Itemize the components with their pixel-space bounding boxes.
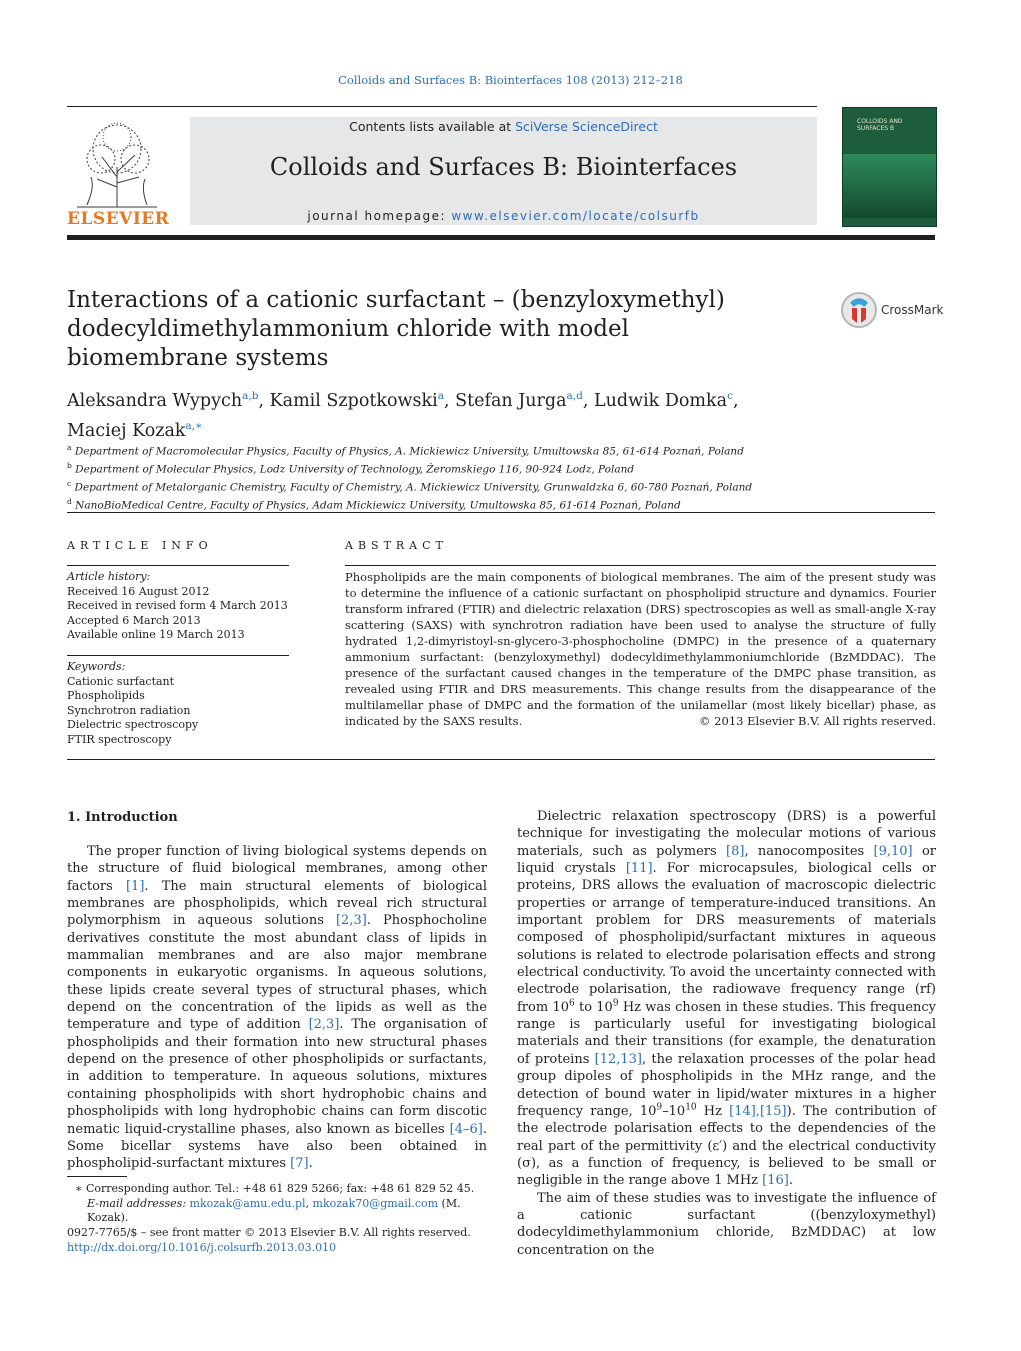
affiliations xyxy=(67,441,867,513)
author[interactable]: Aleksandra Wypych$^{a,b}$ xyxy=(67,390,259,411)
email-link[interactable]: mkozak70@gmail.com xyxy=(312,1196,439,1210)
crossmark-label: CrossMark xyxy=(881,303,944,317)
journal-title: Colloids and Surfaces B: Biointerfaces xyxy=(269,153,738,181)
affiliation: $^d$ NanoBioMedical Centre, Faculty of Physics, Adam Mickiewicz University, Umultowska 85, 61-614 Poznań, Poland xyxy=(67,497,681,512)
keyword: Phospholipids xyxy=(67,689,145,702)
citation-link[interactable]: [2,3] xyxy=(308,1017,340,1033)
author[interactable]: Ludwik Domka$^c$ xyxy=(594,390,733,411)
abstract-heading: ABSTRACT xyxy=(345,539,448,552)
cover-graphic xyxy=(843,154,936,218)
citation-link[interactable]: [16] xyxy=(762,1173,789,1189)
citation-link[interactable]: [7] xyxy=(290,1156,309,1172)
paragraph: The proper function of living biological systems depends on the structure of fluid biological membranes, among other factors [1]. The main structural elements of biological membranes are phospholipids, which reveal rich structural polymorphism in aqueous solutions [2,3]. Phosphocholine derivatives constitute the most abundant class of lipids in mammalian membranes and are also major membrane components in eukaryotic organisms. In aqueous solutions, these lipids create several types of structural phases, which depend on the concentration of the lipids as well as the temperature and type of addition [2,3]. The organisation of phospholipids and their formation into new structural phases depend on the presence of other phospholipids or surfactants, in addition to temperature. In aqueous solutions, mixtures containing phospholipids with short hydrophobic chains and phospholipids with long hydrophobic chains can form discotic nematic liquid-crystalline phases, also known as bicelles [4–6]. Some bicellar systems have also been obtained in phospholipid-surfactant mixtures [7]. xyxy=(67,844,487,1172)
journal-banner xyxy=(190,117,817,225)
abstract-text: Phospholipids are the main components of biological membranes. The aim of the present study was to determine the influence of a cationic surfactant on phospholipid structure and dynamics. Fourier transform infrared (FTIR) and dielectric relaxation (DRS) spectroscopies as well as small-angle X-ray scattering (SAXS) with synchrotron radiation have been used to analyse the structure of fully hydrated 1,2-dimyristoyl-sn-glycero-3-phosphocholine (DMPC) in the presence of a quaternary ammonium surfactant: (benzyloxymethyl) dodecyldimethylammoniumchloride (BzMDDAC). The presence of the surfactant caused changes in the temperature of the DMPC phase transition, as revealed using FTIR and DRS measurements. This change results from the disappearance of the multilamellar phase of DMPC and the formation of the unilamellar (most likely bicellar) phase, as indicated by the SAXS results. xyxy=(345,570,936,728)
sciencedirect-link[interactable]: SciVerse ScienceDirect xyxy=(515,119,658,134)
affiliation: $^c$ Department of Metalorganic Chemistry, Faculty of Chemistry, A. Mickiewicz University, Grunwaldzka 6, 60-780 Poznań, Poland xyxy=(67,479,753,494)
citation-link[interactable]: [12,13] xyxy=(594,1051,642,1067)
elsevier-wordmark: ELSEVIER xyxy=(67,209,170,229)
contents-line: Contents lists available at SciVerse ScienceDirect xyxy=(349,119,658,134)
keyword: FTIR spectroscopy xyxy=(67,732,172,746)
crossmark-icon xyxy=(840,291,878,329)
divider xyxy=(67,106,817,107)
affiliation: $^b$ Department of Molecular Physics, Lodz University of Technology, Żeromskiego 116, 90-924 Lodz, Poland xyxy=(67,461,635,476)
divider xyxy=(67,512,935,513)
header-rule xyxy=(67,235,935,240)
body-column-left xyxy=(67,843,487,1173)
front-matter xyxy=(67,1226,497,1255)
paragraph: The aim of these studies was to investigate the influence of a cationic surfactant ((benzyloxymethyl) dodecyldimethylammonium chloride, BzMDDAC) at low concentration on the xyxy=(517,1190,936,1258)
cover-title: COLLOIDS AND SURFACES B xyxy=(857,118,903,132)
keyword: Cationic surfactant xyxy=(67,674,175,688)
citation-link[interactable]: [14],[15] xyxy=(729,1103,787,1119)
history-item: Available online 19 March 2013 xyxy=(67,628,245,641)
issn-line: 0927-7765/$ – see front matter © 2013 Elsevier B.V. All rights reserved. xyxy=(67,1226,471,1239)
copyright: © 2013 Elsevier B.V. All rights reserved. xyxy=(699,714,936,728)
author[interactable]: Maciej Kozak$^{a,∗}$ xyxy=(67,419,203,441)
section-heading: 1. Introduction xyxy=(67,810,178,825)
citation-link[interactable]: [9,10] xyxy=(873,843,913,859)
footnote-rule xyxy=(67,1176,127,1177)
citation-link[interactable]: [1] xyxy=(125,878,145,894)
affiliation: $^a$ Department of Macromolecular Physics, Faculty of Physics, A. Mickiewicz University, Umultowska 85, 61-614 Poznań, Poland xyxy=(67,443,744,458)
article-title: Interactions of a cationic surfactant – (benzyloxymethyl) dodecyldimethylammonium chloride with model biomembrane systems xyxy=(67,287,725,371)
keyword: Synchrotron radiation xyxy=(67,703,191,717)
history-item: Received in revised form 4 March 2013 xyxy=(67,599,288,612)
history-item: Accepted 6 March 2013 xyxy=(67,613,201,627)
author[interactable]: Stefan Jurga$^{a,d}$ xyxy=(455,390,583,411)
paragraph: Dielectric relaxation spectroscopy (DRS) is a powerful technique for investigating the molecular motions of various materials, such as polymers [8], nanocomposites [9,10] or liquid crystals [11]. For microcapsules, biological cells or proteins, DRS allows the evaluation of macroscopic dielectric properties or arrange of temperature-induced transitions. An important problem for DRS measurements of materials composed of phospholipid/surfactant mixtures in aqueous solutions is related to electrode polarisation effects and strong electrical conductivity. To avoid the uncertainty connected with electrode polarisation, the radiowave frequency range (rf) from $10^6$ to $10^9$ Hz was chosen in these studies. This frequency range is particularly useful for investigating biological materials and their transitions (for example, the denaturation of proteins [12,13], the relaxation processes of the polar head group dipoles of phospholipids in the MHz range, and the detection of bound water in lipid/water mixtures in a higher frequency range, $10^9-10^{10}$ Hz [14],[15]). The contribution of the electrode polarisation effects to the dependencies of the real part of the permittivity (ε′) and the electrical conductivity (σ), as a function of frequency, is believed to be small or negligible in the range above 1 MHz [16]. xyxy=(517,809,937,1189)
divider xyxy=(67,759,935,760)
keywords: Keywords: Cationic surfactant Phospholipids Synchrotron radiation Dielectric spectroscopy FTIR spectroscopy xyxy=(67,660,289,747)
homepage-link[interactable]: www.elsevier.com/locate/colsurfb xyxy=(451,209,700,223)
author-list: Aleksandra Wypych$^{a,b}$, Kamil Szpotkowski$^a$, Stefan Jurga$^{a,d}$, Ludwik Domka$^c$, Maciej Kozak$^{a,∗}$ xyxy=(67,390,739,441)
citation-link[interactable]: [11] xyxy=(625,861,653,877)
divider xyxy=(345,565,936,566)
keyword: Dielectric spectroscopy xyxy=(67,718,199,731)
body-column-right xyxy=(517,808,936,1259)
citation-link[interactable]: [8] xyxy=(726,843,745,859)
footnote: ∗ Corresponding author. Tel.: +48 61 829 5266; fax: +48 61 829 52 45. E-mail addresses: mkozak@amu.edu.pl, mkozak70@gmail.com (M. Kozak). xyxy=(75,1182,475,1224)
journal-cover-image[interactable] xyxy=(842,107,937,227)
crossmark-badge[interactable] xyxy=(840,291,944,331)
citation-link[interactable]: [4–6] xyxy=(449,1121,483,1137)
citation-link[interactable]: [2,3] xyxy=(335,913,367,929)
divider xyxy=(67,655,289,656)
article-info-heading: ARTICLE INFO xyxy=(67,539,213,552)
doi-link[interactable]: http://dx.doi.org/10.1016/j.colsurfb.2013.03.010 xyxy=(67,1240,337,1254)
divider xyxy=(67,565,289,566)
history-item: Received 16 August 2012 xyxy=(67,584,210,598)
journal-homepage: journal homepage: www.elsevier.com/locate/colsurfb xyxy=(307,209,700,223)
article-history: Article history: Received 16 August 2012 Received in revised form 4 March 2013 Accepted 6 March 2013 Available online 19 March 2013 xyxy=(67,570,288,641)
email-link[interactable]: mkozak@amu.edu.pl xyxy=(189,1196,306,1210)
running-head[interactable]: Colloids and Surfaces B: Biointerfaces 108 (2013) 212–218 xyxy=(338,73,683,87)
author[interactable]: Kamil Szpotkowski$^a$ xyxy=(269,390,444,411)
